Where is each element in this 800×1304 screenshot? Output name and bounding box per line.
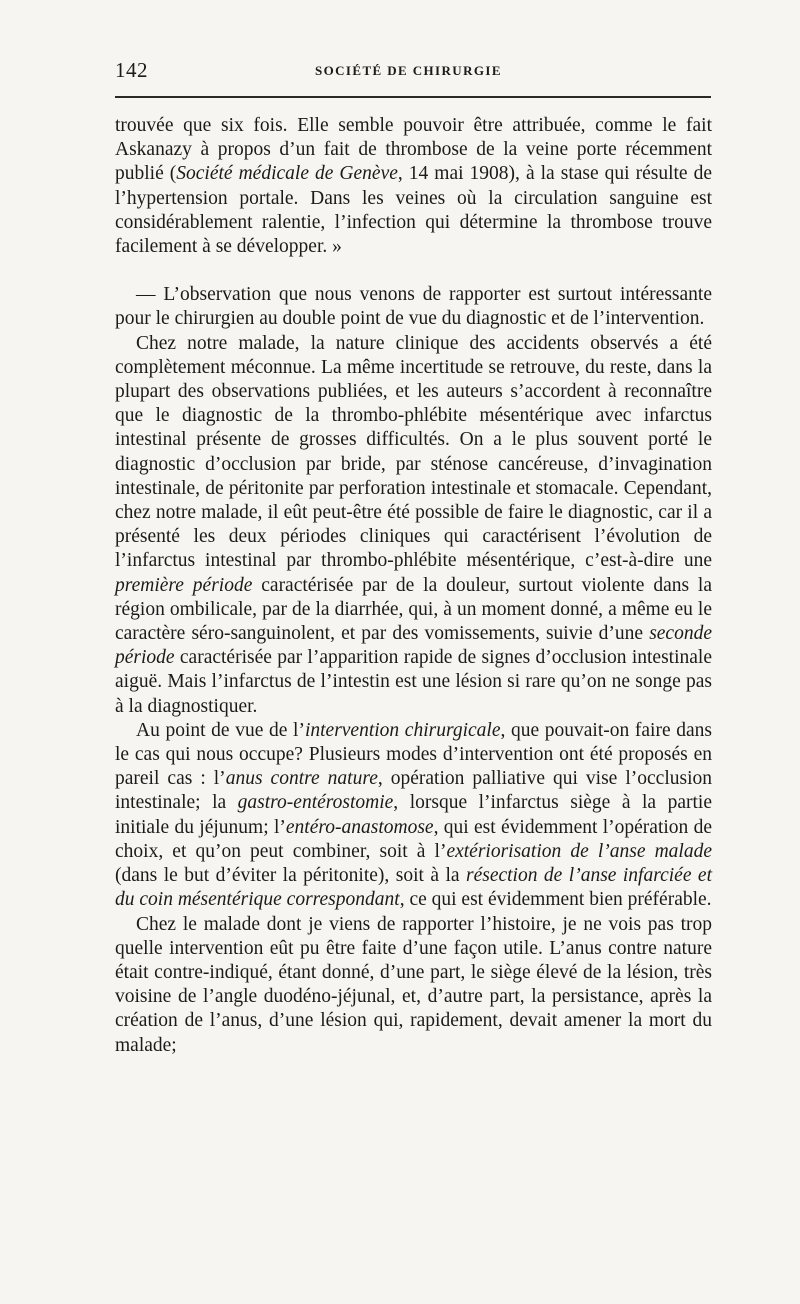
text-run: , lorsque l’infarctus siège à la partie initiale du jéjunum; l’	[115, 792, 712, 838]
page-header	[115, 58, 711, 90]
header-rule	[115, 96, 711, 98]
paragraph-observation	[115, 283, 712, 331]
page-number: 142	[115, 58, 148, 82]
italic-phrase: Société médicale de Genève	[176, 163, 398, 185]
italic-phrase: gastro-entérostomie	[237, 792, 394, 814]
text-run: , ce qui est évidemment bien préférable.	[399, 889, 712, 911]
text-run: , qui est évidemment l’opération de choix, et qu’on peut combiner, soit à l’	[115, 816, 713, 862]
text-run: caractérisée par de la douleur, surtout violente dans la région ombilicale, par de la diarrhée, qui, à un moment donné, a même eu le caractère séro-sanguinolent, et par des vomissements, suivie d’une	[115, 574, 712, 645]
text-run: Chez le malade dont je viens de rapporter l’histoire, je ne vois pas trop quelle intervention eût pu être faite d’une façon utile. L’anus contre nature était contre-indiqué, étant donné, d’une part, le siège élevé de la lésion, très voisine de l’angle duodéno-jéjunal, et, d’autre part, la persistance, après la création de l’anus, d’une lésion qui, rapidement, devait amener la mort du malade;	[115, 913, 712, 1056]
italic-phrase: intervention chirurgicale	[304, 719, 501, 741]
text-run: caractérisée par l’apparition rapide de signes d’occlusion intestinale aiguë. Mais l’infarctus de l’intestin est une lésion si rare qu’on ne songe pas à la diagnostiquer.	[115, 647, 712, 717]
paragraph-continuation	[115, 114, 712, 259]
text-run: Chez notre malade, la nature clinique des accidents observés a été complètement méconnue. La même incertitude se retrouve, du reste, dans la plupart des observations publiées, et les auteurs s’accordent à reconnaître que le diagnostic de la thrombo-phlébite mésentérique avec infarctus intestinal présente de grosses difficultés. On a le plus souvent porté le diagnostic d’occlusion par bride, par sténose cancéreuse, d’invagination intestinale, de péritonite par perforation intestinale et stomacale. Cependant, chez notre malade, il eût peut-être été possible de faire le diagnostic, car il a présenté les deux périodes cliniques qui caractérisent l’évolution de l’infarctus intestinal par thrombo-phlébite mésentérique, c’est-à-dire une	[115, 332, 712, 572]
italic-phrase: anus contre nature	[225, 768, 378, 790]
text-run: , que pouvait-on faire dans le cas qui nous occupe? Plusieurs modes d’intervention ont été proposés en pareil cas : l’	[115, 719, 712, 790]
paragraph-diagnostic	[115, 332, 712, 719]
italic-phrase: seconde période	[115, 623, 712, 669]
paragraph-intervention	[115, 719, 712, 913]
text-run: , opération palliative qui vise l’occlusion intestinale; la	[115, 768, 713, 814]
running-title: SOCIÉTÉ DE CHIRURGIE	[315, 63, 502, 78]
italic-phrase: extériorisation de l’anse malade	[446, 840, 712, 862]
italic-phrase: première période	[115, 574, 253, 596]
text-run: — L’observation que nous venons de rapporter est surtout intéressante pour le chirurgien au double point de vue du diagnostic et de l’intervention.	[115, 284, 712, 330]
text-run: trouvée que six fois. Elle semble pouvoir être attribuée, comme le fait Askanazy à propos d’un fait de thrombose de la veine porte récemment publié (	[115, 115, 712, 185]
body-text	[115, 114, 712, 1058]
text-run: , 14 mai 1908), à la stase qui résulte de l’hypertension portale. Dans les veines où la circulation sanguine est considérablement ralentie, l’infection qui détermine la thrombose trouve facilement à se développer. »	[115, 163, 712, 258]
italic-phrase: entéro-anastomose	[285, 816, 434, 838]
paragraph-conclusion	[115, 913, 712, 1058]
text-run: Au point de vue de l’	[136, 719, 305, 741]
italic-phrase: résection de l’anse infarciée et du coin mésentérique correspondant	[115, 865, 712, 911]
text-run: (dans le but d’éviter la péritonite), soit à la	[115, 865, 466, 887]
